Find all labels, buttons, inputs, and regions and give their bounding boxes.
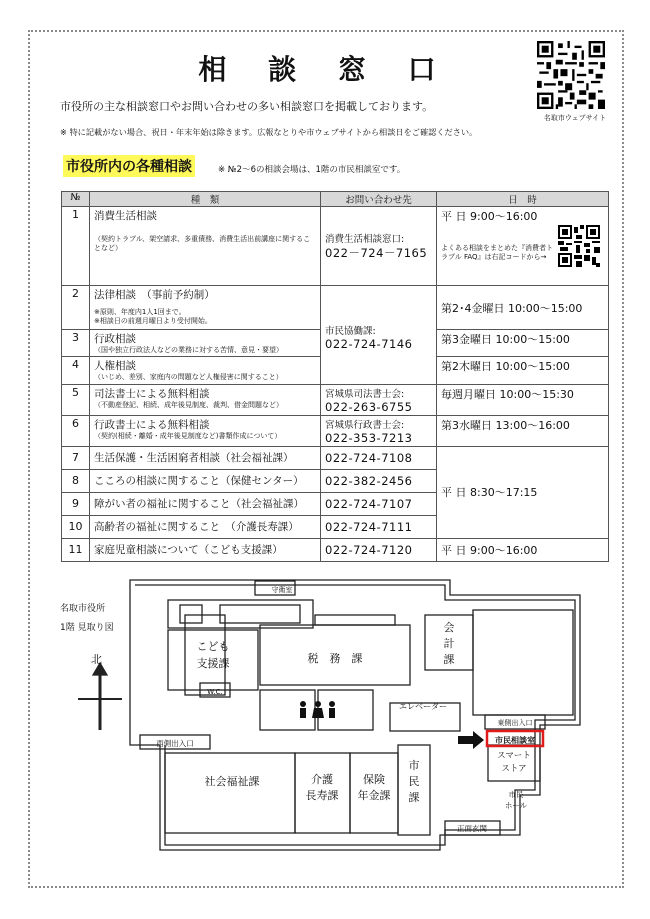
- note-text: ※ 特に記載がない場合、祝日・年末年始は除きます。広報なとりや市ウェブサイトから相談日をご確認ください。: [60, 127, 478, 137]
- row-date: 平 日 9:00～16:00: [441, 210, 538, 223]
- row-no: 1: [62, 207, 90, 286]
- map-room-smart-1: スマート: [497, 751, 531, 761]
- map-west-entrance: 西側出入口: [156, 739, 194, 748]
- row-date: 平 日 8:30～17:15: [437, 446, 609, 538]
- map-room-shimin-3: 課: [408, 791, 420, 804]
- row-no: 5: [62, 384, 90, 415]
- map-label-floor: 1階 見取り図: [60, 623, 114, 633]
- row-contact: 022-724-7111: [321, 515, 437, 538]
- row-no: 4: [62, 357, 90, 384]
- website-qr-code[interactable]: [537, 41, 605, 109]
- row-sub: （いじめ、差別、家庭内の問題など人権侵害に関すること）: [94, 373, 283, 382]
- row-no: 11: [62, 538, 90, 561]
- row-sub: （国や独立行政法人などの業務に対する苦情、意見・要望）: [94, 346, 283, 354]
- header-date: 日 時: [437, 192, 609, 207]
- row-contact: 022-724-7107: [321, 492, 437, 515]
- row-contact-cell: [321, 286, 437, 385]
- restroom-icon: [300, 701, 335, 718]
- table-row: [62, 207, 609, 286]
- row-no: 10: [62, 515, 90, 538]
- row-type-cell: [90, 357, 321, 384]
- row-date: 第2木曜日 10:00～15:00: [437, 357, 609, 384]
- map-label-city-hall: 名取市役所: [60, 604, 106, 614]
- map-room-elevator: エレベーター: [399, 702, 447, 711]
- page-title: 相 談 窓 口: [198, 53, 452, 86]
- row-contact-cell: [321, 415, 437, 446]
- table-row: [62, 286, 609, 330]
- map-room-shakai: 社会福祉課: [204, 775, 260, 788]
- map-room-kaigo-1: 介護: [311, 773, 333, 786]
- map-room-kaikei-3: 課: [443, 653, 455, 666]
- row-contact-name: 宮城県司法書士会:: [325, 388, 405, 400]
- map-hall-2: ホール: [504, 801, 528, 810]
- faq-qr-code[interactable]: [558, 225, 600, 267]
- row-no: 2: [62, 286, 90, 330]
- row-type: 消費生活相談: [94, 210, 157, 222]
- table-row: [62, 384, 609, 415]
- row-type: 高齢者の福祉に関すること （介護長寿課）: [90, 515, 321, 538]
- header-type: 種 類: [90, 192, 321, 207]
- row-contact: 022-353-7213: [325, 430, 413, 445]
- row-type: 人権相談: [94, 360, 136, 373]
- row-date: 平 日 9:00～16:00: [437, 538, 609, 561]
- row-type: 司法書士による無料相談: [94, 387, 210, 400]
- qr-label: 名取市ウェブサイト: [543, 114, 607, 122]
- map-room-wc: W.C.: [207, 688, 223, 696]
- header-no: №: [62, 192, 90, 207]
- row-date: 第2･4金曜日 10:00～15:00: [437, 286, 609, 330]
- row-contact: 022-724-7108: [321, 446, 437, 469]
- map-main-entrance: 正面玄関: [457, 824, 487, 833]
- table-row: [62, 538, 609, 561]
- map-room-kaikei-2: 計: [443, 637, 455, 650]
- row-type: こころの相談に関すること（保健センター）: [90, 469, 321, 492]
- row-sub: （不動産登記、相続、成年後見制度、裁判、借金問題など）: [94, 400, 283, 409]
- map-room-guard: 守衛室: [271, 586, 293, 594]
- map-room-hoken-2: 年金課: [357, 789, 391, 802]
- row-no: 7: [62, 446, 90, 469]
- section-title: 市役所内の各種相談: [63, 155, 195, 177]
- row-sub: （契約(相続・離婚・成年後見制度など)書類作成について）: [94, 431, 282, 440]
- row-type-cell: [90, 415, 321, 446]
- row-sub: （契約トラブル、架空請求、多重債務、消費生活出前講座に関することなど）: [94, 235, 311, 253]
- row-contact: 022-382-2456: [321, 469, 437, 492]
- row-contact: 022-724-7120: [321, 538, 437, 561]
- row-contact-name: 宮城県行政書士会:: [325, 419, 405, 431]
- row-date: 毎週月曜日 10:00～15:30: [437, 384, 609, 415]
- map-room-zeimu: 税 務 課: [307, 652, 363, 665]
- row-no: 9: [62, 492, 90, 515]
- map-room-kaikei-1: 会: [443, 621, 455, 634]
- map-room-kodomo-2: 支援課: [196, 657, 230, 670]
- table-row: [62, 446, 609, 469]
- map-room-shimin-1: 市: [408, 759, 420, 772]
- faq-text: よくある相談をまとめた『消費者トラブル FAQ』は右記コードから→: [441, 244, 553, 262]
- row-contact-name: 市民協働課:: [325, 325, 376, 337]
- floor-map: [60, 575, 600, 875]
- row-type: 生活保護・生活困窮者相談（社会福祉課）: [90, 446, 321, 469]
- row-type-cell: [90, 330, 321, 357]
- row-type: 法律相談 （事前予約制）: [94, 289, 215, 301]
- row-contact-cell: [321, 207, 437, 286]
- map-east-entrance: 東側出入口: [497, 719, 533, 727]
- map-room-kaigo-2: 長寿課: [305, 789, 339, 802]
- row-type: 行政書士による無料相談: [94, 418, 210, 431]
- row-contact-name: 消費生活相談窓口:: [325, 234, 405, 245]
- table-row: [62, 415, 609, 446]
- map-room-shimin-2: 民: [408, 775, 420, 788]
- row-no: 3: [62, 330, 90, 357]
- row-no: 6: [62, 415, 90, 446]
- row-contact: 022－724－7165: [325, 246, 428, 260]
- row-type: 家庭児童相談について（こども支援課）: [90, 538, 321, 561]
- section-note: ※ №2～6の相談会場は、1階の市民相談室です。: [218, 165, 406, 175]
- row-no: 8: [62, 469, 90, 492]
- map-room-citizen-consultation: 市民相談室: [495, 736, 535, 745]
- row-contact: 022-724-7146: [325, 336, 413, 351]
- row-date: 第3水曜日 13:00～16:00: [437, 415, 609, 446]
- row-type-cell: [90, 384, 321, 415]
- north-label: 北: [91, 653, 102, 666]
- row-sub: ※原則、年度内1人1回まで。 ※相談日の前週月曜日より受付開始。: [94, 308, 212, 326]
- intro-text: 市役所の主な相談窓口やお問い合わせの多い相談窓口を掲載しております。: [60, 100, 434, 113]
- map-room-smart-2: ストア: [501, 764, 527, 774]
- row-type-cell: [90, 286, 321, 330]
- table-header-row: [62, 192, 609, 207]
- row-contact: 022-263-6755: [325, 399, 413, 414]
- row-type: 行政相談: [94, 333, 136, 345]
- row-date-cell: [437, 207, 609, 286]
- map-hall-1: 市民: [508, 790, 524, 799]
- consultation-table: [61, 191, 609, 562]
- row-type: 障がい者の福祉に関すること（社会福祉課）: [90, 492, 321, 515]
- row-date: 第3金曜日 10:00～15:00: [437, 330, 609, 357]
- row-contact-cell: [321, 384, 437, 415]
- map-room-kodomo-1: こども: [196, 640, 230, 653]
- map-room-hoken-1: 保険: [363, 773, 385, 786]
- row-type-cell: [90, 207, 321, 286]
- header-contact: お問い合わせ先: [321, 192, 437, 207]
